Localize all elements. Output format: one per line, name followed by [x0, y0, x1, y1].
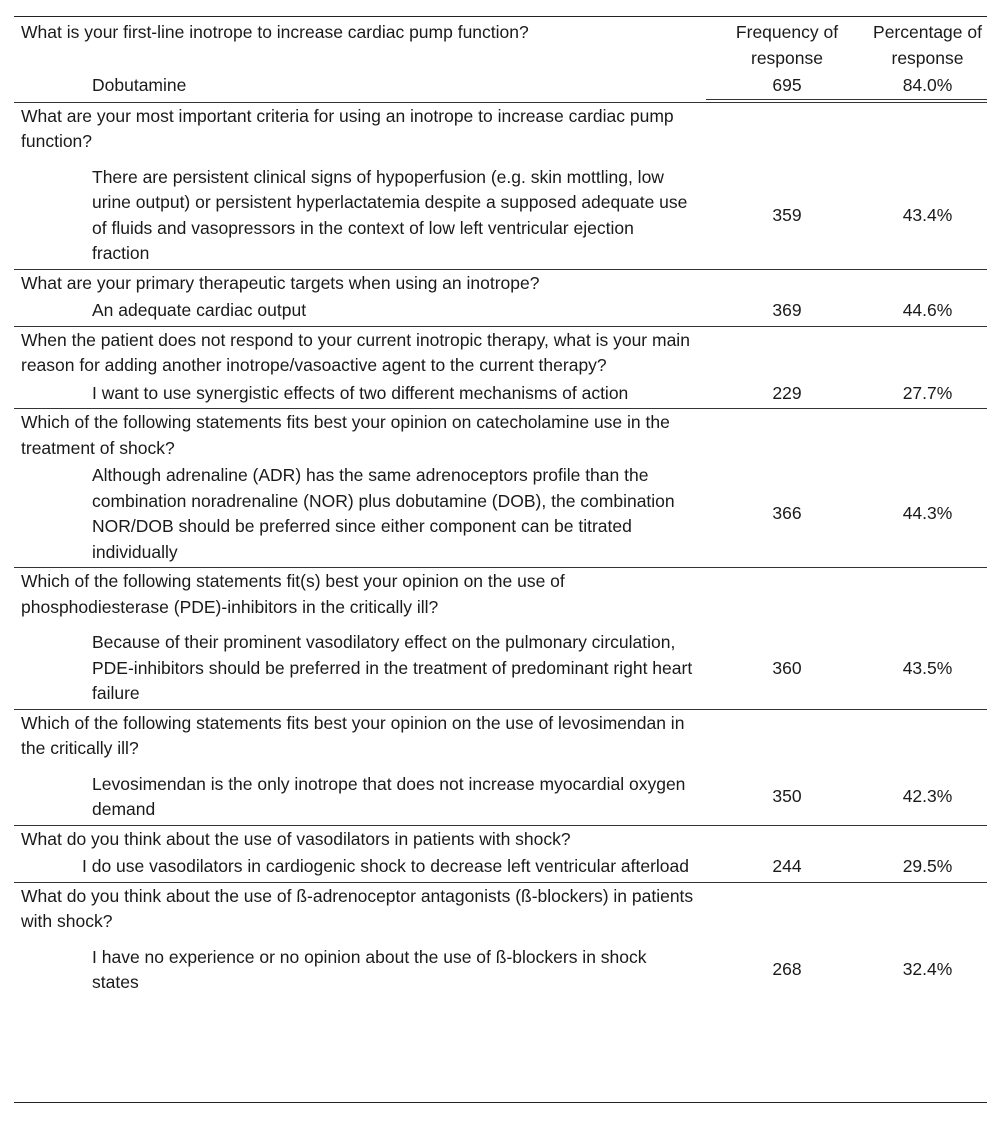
- answer-row-9: [14, 935, 987, 1014]
- question-7: Which of the following statements fits best your opinion on the use of levosimendan in the critically ill?: [14, 709, 706, 762]
- question-row-7: [14, 709, 987, 762]
- question-row-8: [14, 825, 987, 852]
- question-row-2: [14, 102, 987, 155]
- frequency-column-header: Frequency of response: [706, 17, 868, 72]
- answer-row-7: [14, 762, 987, 826]
- table-header-row: [14, 17, 987, 72]
- percentage-2: 43.4%: [902, 204, 953, 225]
- answer-row-5: [14, 461, 987, 568]
- frequency-8: 244: [772, 856, 802, 876]
- question-3: What are your primary therapeutic targets when using an inotrope?: [14, 269, 706, 296]
- frequency-3: 369: [772, 300, 802, 320]
- answer-9: I have no experience or no opinion about the use of ß-blockers in shock states: [92, 946, 647, 992]
- answer-row-6: [14, 620, 987, 709]
- frequency-7: 350: [772, 786, 802, 807]
- answer-row-3: [14, 296, 987, 326]
- question-5: Which of the following statements fits best your opinion on catecholamine use in the treatment of shock?: [14, 409, 706, 462]
- answer-4: I want to use synergistic effects of two different mechanisms of action: [92, 382, 629, 403]
- percentage-1: 84.0%: [868, 73, 987, 100]
- table-bottom-rule: [14, 1102, 987, 1103]
- percentage-3: 44.6%: [902, 300, 953, 320]
- frequency-1: 695: [706, 73, 868, 100]
- answer-row-2: [14, 155, 987, 270]
- answer-8: I do use vasodilators in cardiogenic shock to decrease left ventricular afterload: [82, 856, 689, 876]
- question-row-3: [14, 269, 987, 296]
- answer-row-8: [14, 852, 987, 882]
- answer-2: There are persistent clinical signs of hypoperfusion (e.g. skin mottling, low urine output) or persistent hyperlactatemia despite a supposed adequate use of fluids and vasopressors in the context of low left ventricular ejection fraction: [92, 166, 688, 263]
- percentage-6: 43.5%: [902, 657, 953, 678]
- answer-row-4: [14, 379, 987, 409]
- answer-5: Although adrenaline (ADR) has the same adrenoceptors profile than the combination noradrenaline (NOR) plus dobutamine (DOB), the combination NOR/DOB should be preferred since either component can be titrated individually: [92, 465, 675, 562]
- percentage-4: 27.7%: [902, 382, 953, 403]
- question-2: What are your most important criteria for using an inotrope to increase cardiac pump function?: [14, 102, 706, 155]
- question-9: What do you think about the use of ß-adrenoceptor antagonists (ß-blockers) in patients with shock?: [14, 882, 706, 935]
- percentage-7: 42.3%: [902, 786, 953, 807]
- question-row-5: [14, 409, 987, 462]
- frequency-5: 366: [772, 503, 802, 524]
- question-4: When the patient does not respond to your current inotropic therapy, what is your main reason for adding another inotrope/vasoactive agent to the current therapy?: [14, 326, 706, 379]
- answer-7: Levosimendan is the only inotrope that does not increase myocardial oxygen demand: [92, 773, 686, 819]
- question-row-4: [14, 326, 987, 379]
- percentage-5: 44.3%: [902, 503, 953, 524]
- answer-6: Because of their prominent vasodilatory effect on the pulmonary circulation, PDE-inhibitors should be preferred in the treatment of predominant right heart failure: [92, 632, 693, 703]
- percentage-8: 29.5%: [902, 856, 953, 876]
- percentage-column-header: Percentage of response: [868, 17, 987, 72]
- question-6: Which of the following statements fit(s) best your opinion on the use of phosphodiesterase (PDE)-inhibitors in the critically ill?: [14, 568, 706, 621]
- question-row-6: [14, 568, 987, 621]
- question-8: What do you think about the use of vasodilators in patients with shock?: [14, 825, 706, 852]
- frequency-4: 229: [772, 382, 802, 403]
- percentage-9: 32.4%: [902, 959, 953, 980]
- answer-1: Dobutamine: [92, 75, 187, 95]
- answer-row-1: [14, 71, 987, 102]
- frequency-2: 359: [772, 204, 802, 225]
- survey-results-table: [14, 16, 987, 1014]
- question-row-9: [14, 882, 987, 935]
- frequency-9: 268: [772, 959, 802, 980]
- answer-3: An adequate cardiac output: [92, 300, 307, 320]
- frequency-6: 360: [772, 657, 802, 678]
- question-1: What is your first-line inotrope to increase cardiac pump function?: [14, 17, 706, 72]
